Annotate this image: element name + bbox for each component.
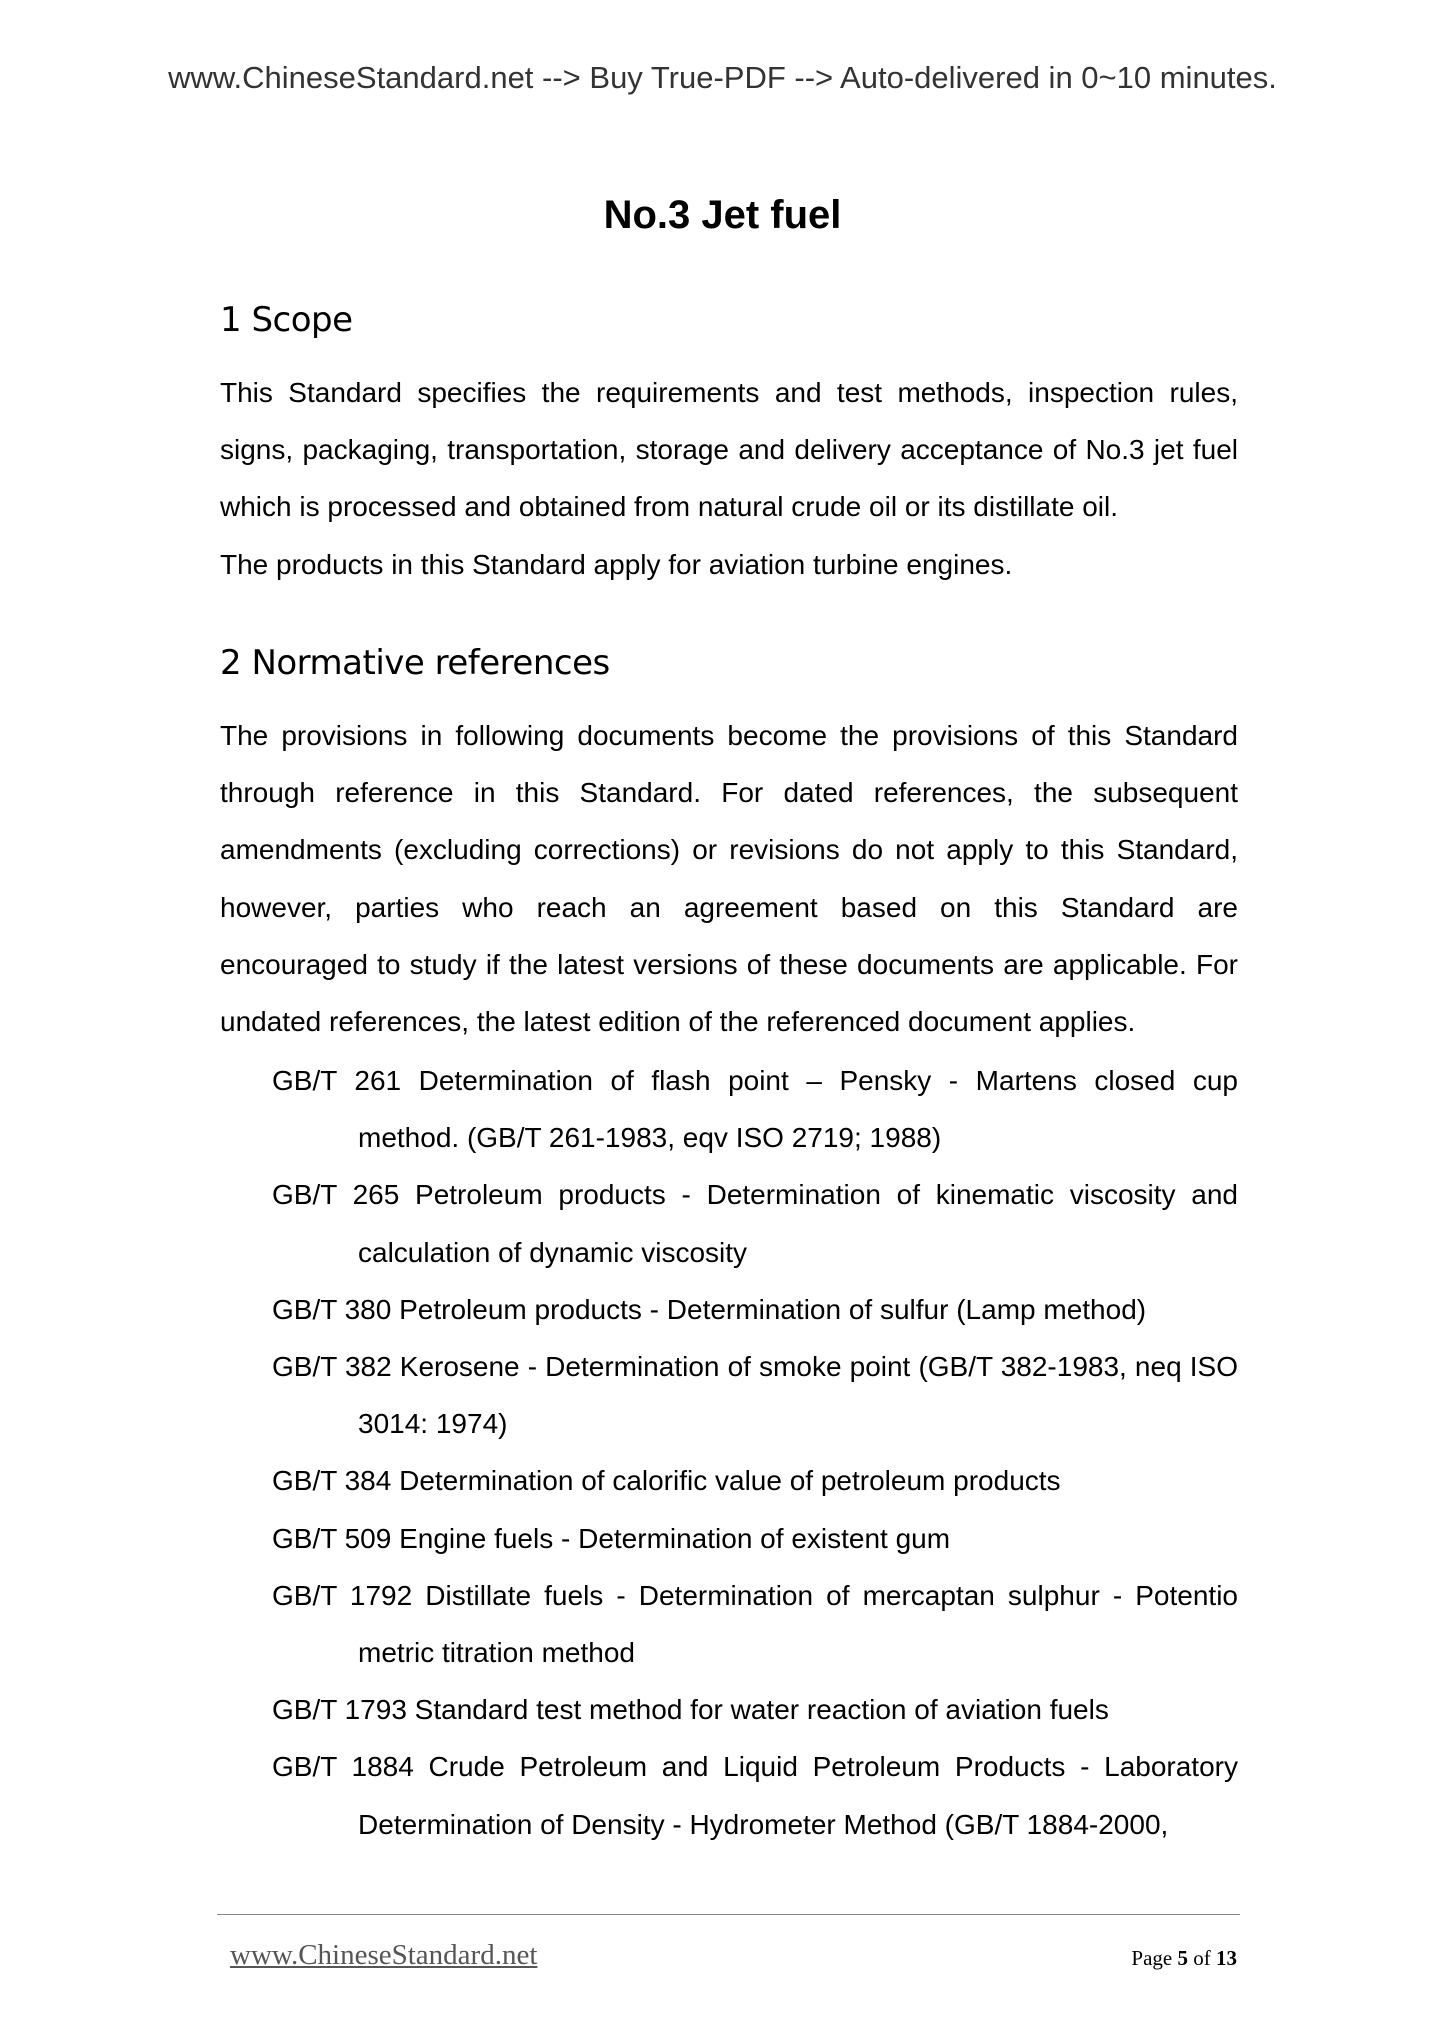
section-heading-normative-references: 2 Normative references <box>220 643 610 683</box>
top-banner: www.ChineseStandard.net --> Buy True-PDF --> Auto-delivered in 0~10 minutes. <box>168 60 1277 95</box>
document-title: No.3 Jet fuel <box>603 193 842 237</box>
reference-item-gbt-261: GB/T 261 Determination of flash point – Pensky - Martens closed cup method. (GB/T 261-1983, eqv ISO 2719; 1988) <box>272 1065 1238 1154</box>
footer-divider <box>217 1914 1240 1915</box>
reference-item-gbt-1793: GB/T 1793 Standard test method for water reaction of aviation fuels <box>272 1694 1109 1726</box>
reference-list <box>272 1052 1238 1853</box>
page-current: 5 <box>1177 1946 1188 1970</box>
scope-paragraph-2: The products in this Standard apply for aviation turbine engines. <box>220 549 1013 580</box>
section-heading-scope: 1 Scope <box>220 300 353 340</box>
reference-item-gbt-509: GB/T 509 Engine fuels - Determination of existent gum <box>272 1522 951 1554</box>
scope-paragraph-1: This Standard specifies the requirements and test methods, inspection rules, signs, packaging, transportation, storage and delivery acceptance of No.3 jet fuel which is processed and obtained from natural crude oil or its distillate oil. <box>220 377 1238 523</box>
reference-item-gbt-380: GB/T 380 Petroleum products - Determination of sulfur (Lamp method) <box>272 1293 1147 1325</box>
reference-item-gbt-1884: GB/T 1884 Crude Petroleum and Liquid Petroleum Products - Laboratory Determination of Density - Hydrometer Method (GB/T 1884-2000, <box>272 1751 1238 1840</box>
normative-references-paragraph: The provisions in following documents become the provisions of this Standard through reference in this Standard. For dated references, the subsequent amendments (excluding corrections) or revisions do not apply to this Standard, however, parties who reach an agreement based on this Standard are encouraged to study if the latest versions of these documents are applicable. For undated references, the latest edition of the referenced document applies. <box>220 720 1238 1038</box>
footer-site-link[interactable]: www.ChineseStandard.net <box>230 1939 538 1971</box>
page-of: of <box>1188 1946 1216 1970</box>
reference-item-gbt-384: GB/T 384 Determination of calorific value of petroleum products <box>272 1465 1061 1497</box>
page-indicator <box>1131 1944 1237 1972</box>
page-prefix: Page <box>1131 1946 1178 1970</box>
reference-item-gbt-382: GB/T 382 Kerosene - Determination of smoke point (GB/T 382-1983, neq ISO 3014: 1974) <box>272 1351 1238 1440</box>
page-total: 13 <box>1216 1946 1237 1970</box>
reference-item-gbt-1792: GB/T 1792 Distillate fuels - Determination of mercaptan sulphur - Potentio metric titration method <box>272 1579 1238 1669</box>
reference-item-gbt-265: GB/T 265 Petroleum products - Determination of kinematic viscosity and calculation of dynamic viscosity <box>272 1179 1238 1268</box>
